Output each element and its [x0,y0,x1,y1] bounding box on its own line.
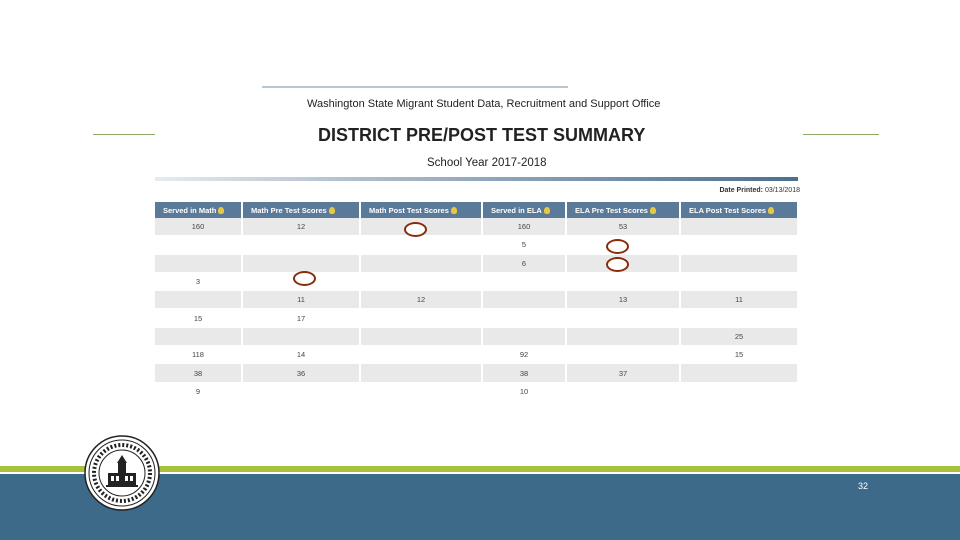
table-cell [155,327,242,345]
table-cell [680,272,798,290]
table-cell: 38 [155,364,242,382]
table-cell [482,272,566,290]
table-cell [680,254,798,272]
table-cell [482,291,566,309]
table-header-row [155,202,798,218]
highlight-oval [404,222,427,237]
table-cell [680,382,798,400]
test-summary-table [155,202,799,401]
table-row [155,291,798,309]
table-cell: 9 [155,382,242,400]
table-cell: 13 [566,291,680,309]
table-row [155,272,798,290]
table-cell [242,382,360,400]
table-cell: 6 [482,254,566,272]
table-cell: 12 [360,291,482,309]
table-cell [155,291,242,309]
column-header: ELA Post Test Scores [680,202,798,218]
table-cell: 5 [482,236,566,254]
lightbulb-icon [650,207,656,214]
table-cell [360,327,482,345]
lightbulb-icon [329,207,335,214]
highlight-oval [293,271,316,286]
left-rule [93,134,155,135]
table-cell [482,327,566,345]
lightbulb-icon [544,207,550,214]
table-cell: 3 [155,272,242,290]
table-row [155,382,798,400]
table-cell [360,272,482,290]
table-cell: 53 [566,218,680,236]
table-cell [680,364,798,382]
date-printed-value: 03/13/2018 [764,187,800,194]
lightbulb-icon [451,207,457,214]
page-title: DISTRICT PRE/POST TEST SUMMARY [318,125,646,145]
table-cell: 15 [155,309,242,327]
office-name: Washington State Migrant Student Data, Recruitment and Support Office [307,98,661,110]
column-header: Served in Math [155,202,242,218]
table-cell: 15 [680,346,798,364]
table-cell [360,309,482,327]
column-header: ELA Pre Test Scores [566,202,680,218]
table-cell [680,236,798,254]
table-cell: 92 [482,346,566,364]
table-cell: 11 [242,291,360,309]
lightbulb-icon [218,207,224,214]
table-cell [360,382,482,400]
page-number: 32 [858,481,869,491]
table-cell [482,309,566,327]
table-cell [680,309,798,327]
table-cell [155,236,242,254]
table-cell [155,254,242,272]
table-cell [360,236,482,254]
highlight-oval [606,239,629,254]
table-row [155,218,798,236]
table-cell: 14 [242,346,360,364]
table-cell: 10 [482,382,566,400]
table-row [155,254,798,272]
table-cell [566,327,680,345]
right-rule [803,134,879,135]
table-row [155,236,798,254]
table-cell: 25 [680,327,798,345]
table-cell [566,272,680,290]
highlight-oval [606,257,629,272]
table-cell: 160 [482,218,566,236]
table-cell [566,309,680,327]
table-cell [242,236,360,254]
table-row [155,309,798,327]
table-cell [360,364,482,382]
table-cell [680,218,798,236]
column-header: Math Post Test Scores [360,202,482,218]
header-divider [155,177,798,181]
table-cell: 36 [242,364,360,382]
table-cell: 160 [155,218,242,236]
table-cell [360,346,482,364]
column-header: Math Pre Test Scores [242,202,360,218]
table-cell: 17 [242,309,360,327]
date-printed-label: Date Printed: [719,187,763,194]
table-cell: 12 [242,218,360,236]
date-printed [719,187,800,194]
table-row [155,346,798,364]
table-cell [566,346,680,364]
lightbulb-icon [768,207,774,214]
table-cell: 118 [155,346,242,364]
table-cell: 38 [482,364,566,382]
table-cell [360,254,482,272]
top-rule [262,86,568,88]
table-row [155,364,798,382]
table-cell [566,382,680,400]
table-cell: 37 [566,364,680,382]
table-cell [242,327,360,345]
ospi-seal-icon [84,435,160,511]
table-row [155,327,798,345]
school-year: School Year 2017-2018 [427,157,547,169]
table-cell: 11 [680,291,798,309]
column-header: Served in ELA [482,202,566,218]
table-cell [242,254,360,272]
